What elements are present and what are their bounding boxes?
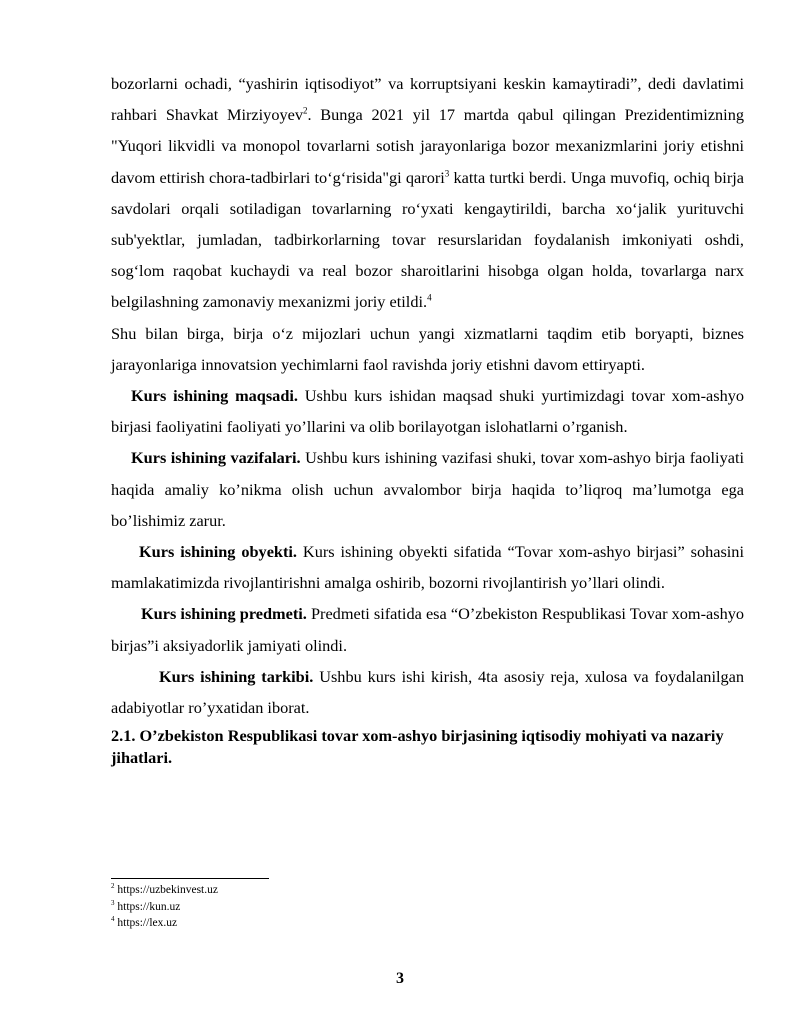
footnotes (111, 882, 218, 932)
obyekti-label: Kurs ishining obyekti. (139, 542, 297, 562)
predmeti-text: Predmeti sifatida esa “O’zbekiston Respublikasi Tovar xom-ashyo birjas”i aksiyadorlik jamiyati olindi. (111, 604, 744, 655)
paragraph-tarkibi (111, 661, 744, 723)
footnote-ref[interactable]: 2 (302, 105, 308, 116)
footnote-link[interactable]: https://lex.uz (114, 917, 178, 929)
vazifalari-label: Kurs ishining vazifalari. (131, 448, 301, 468)
footnote-item (111, 915, 218, 932)
text-span: . Bunga 2021 yil 17 martda qabul qilingan Prezidentimizning "Yuqori likvidli va monopol tovarlarni sotish jarayonlariga bozor mexanizmlarini joriy etishni davom ettirish chora-tadbirlari to‘g‘risida"gi qarori (111, 105, 744, 187)
footnote-number: 2 (111, 882, 115, 891)
paragraph-birja: Shu bilan birga, birja o‘z mijozlari uchun yangi xizmatlarni taqdim etib boryapti, biznes jarayonlariga innovatsion yechimlarni faol ravishda joriy etishni davom ettiryapti. (111, 323, 744, 374)
paragraph-intro (111, 68, 744, 318)
maqsadi-label: Kurs ishining maqsadi. (131, 386, 298, 406)
text-span: katta turtki berdi. Unga muvofiq, ochiq birja savdolari orqali sotiladigan tovarlarning ro‘yxati kengaytirildi, barcha xo‘jalik yurituvchi sub'yektlar, jumladan, tadbirkorlarning tovar resurslaridan foydalanish imkoniyati oshdi, sog‘lom raqobat kuchaydi va real bozor sharoitlarini hisobga olgan holda, tovarlarga narx belgilashning zamonaviy mexanizmi joriy etildi. (111, 167, 744, 312)
footnote-item (111, 882, 218, 899)
paragraph-maqsadi (111, 380, 744, 442)
vazifalari-text: Ushbu kurs ishining vazifasi shuki, tovar xom-ashyo birja faoliyati haqida amaliy ko’nikma olish uchun avvalombor birja haqida to’liqroq ma’lumotga ega bo’lishimiz zarur. (111, 448, 744, 530)
footnote-ref[interactable]: 4 (427, 293, 432, 303)
paragraph-predmeti (111, 598, 744, 660)
footnote-item (111, 899, 218, 916)
obyekti-text: Kurs ishining obyekti sifatida “Tovar xom-ashyo birjasi” sohasini mamlakatimizda rivojlantirishni amalga oshirib, bozorni rivojlantirish yo’llari olindi. (111, 542, 744, 593)
footnote-link[interactable]: https://uzbekinvest.uz (114, 884, 218, 896)
footnote-ref[interactable]: 3 (444, 168, 450, 179)
section-heading: 2.1. O’zbekiston Respublikasi tovar xom-ashyo birjasining iqtisodiy mohiyati va nazariy jihatlari. (111, 726, 724, 768)
footnote-number: 3 (111, 898, 115, 907)
tarkibi-label: Kurs ishining tarkibi. (159, 666, 314, 686)
paragraph-obyekti (111, 536, 744, 598)
maqsadi-text: Ushbu kurs ishidan maqsad shuki yurtimizdagi tovar xom-ashyo birjasi faoliyatini faoliyati yo’llarini va olib borilayotgan islohatlarni o’rganish. (111, 386, 744, 437)
tarkibi-text: Ushbu kurs ishi kirish, 4ta asosiy reja, xulosa va foydalanilgan adabiyotlar ro’yxatidan iborat. (111, 666, 744, 718)
footnote-number: 4 (111, 915, 115, 924)
footnote-divider (111, 878, 269, 879)
page-number: 3 (396, 970, 404, 987)
footnote-link[interactable]: https://kun.uz (114, 900, 181, 913)
paragraph-vazifalari (111, 442, 744, 536)
text-span: bozorlarni ochadi, “yashirin iqtisodiyot” va korruptsiyani keskin kamaytiradi”, dedi davlatimi rahbari Shavkat Mirziyoyev (111, 74, 744, 125)
document-body (111, 68, 744, 769)
predmeti-label: Kurs ishining predmeti. (141, 604, 307, 624)
